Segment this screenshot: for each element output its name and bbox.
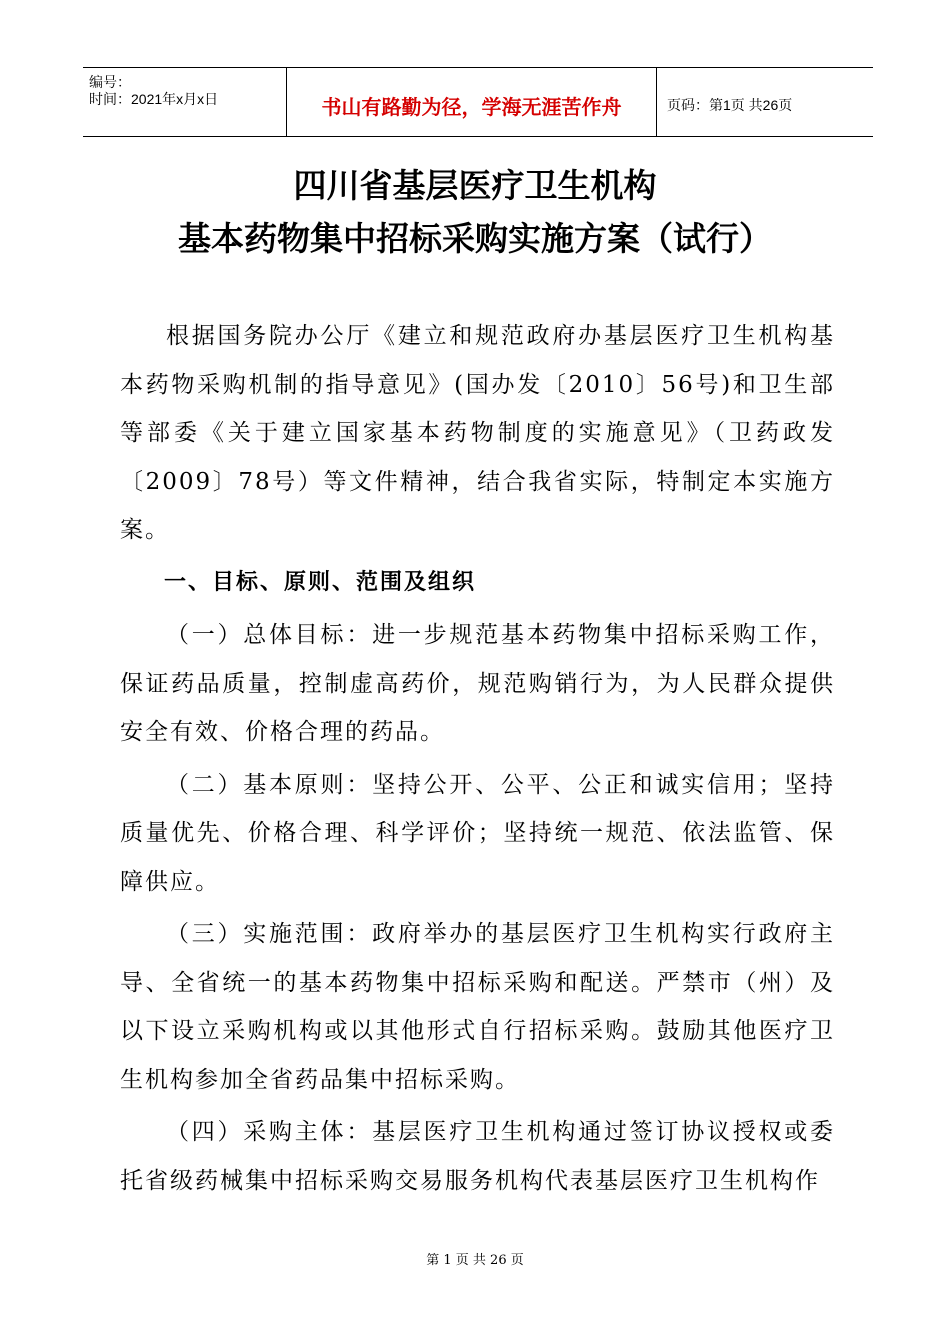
intro-paragraph: 根据国务院办公厅《建立和规范政府办基层医疗卫生机构基本药物采购机制的指导意见》(国办发〔2010〕56号)和卫生部等部委《关于建立国家基本药物制度的实施意见》（卫药政发〔2009〕78号）等文件精神，结合我省实际，特制定本实施方案。 (120, 323, 835, 543)
paragraph-overall-goal: （一）总体目标：进一步规范基本药物集中招标采购工作，保证药品质量，控制虚高药价，规范购销行为，为人民群众提供安全有效、价格合理的药品。 (120, 622, 835, 745)
number-label: 编号： (89, 74, 131, 90)
header-motto: 书山有路勤为径，学海无涯苦作舟 (287, 68, 657, 136)
document-title-line1: 四川省基层医疗卫生机构 (293, 166, 657, 205)
page-footer: 第 1 页 共 26 页 (426, 1253, 524, 1268)
document-title-line2: 基本药物集中招标采购实施方案（试行） (178, 219, 772, 258)
header-page-info: 页码：第1页 共26页 (667, 97, 793, 113)
paragraph-basic-principles: （二）基本原则：坚持公开、公平、公正和诚实信用；坚持质量优先、价格合理、科学评价；坚持统一规范、依法监管、保障供应。 (120, 771, 835, 895)
document-body (120, 312, 835, 1205)
document-header (83, 67, 873, 137)
paragraph-procurement-subject: （四）采购主体：基层医疗卫生机构通过签订协议授权或委托省级药械集中招标采购交易服务机构代表基层医疗卫生机构作 (120, 1119, 835, 1194)
section-heading: 一、目标、原则、范围及组织 (164, 569, 477, 595)
time-label: 时间：2021年x月x日 (89, 91, 219, 107)
paragraph-scope: （三）实施范围：政府举办的基层医疗卫生机构实行政府主导、全省统一的基本药物集中招标采购和配送。严禁市（州）及以下设立采购机构或以其他形式自行招标采购。鼓励其他医疗卫生机构参加全省药品集中招标采购。 (120, 921, 835, 1093)
header-meta (83, 68, 287, 136)
